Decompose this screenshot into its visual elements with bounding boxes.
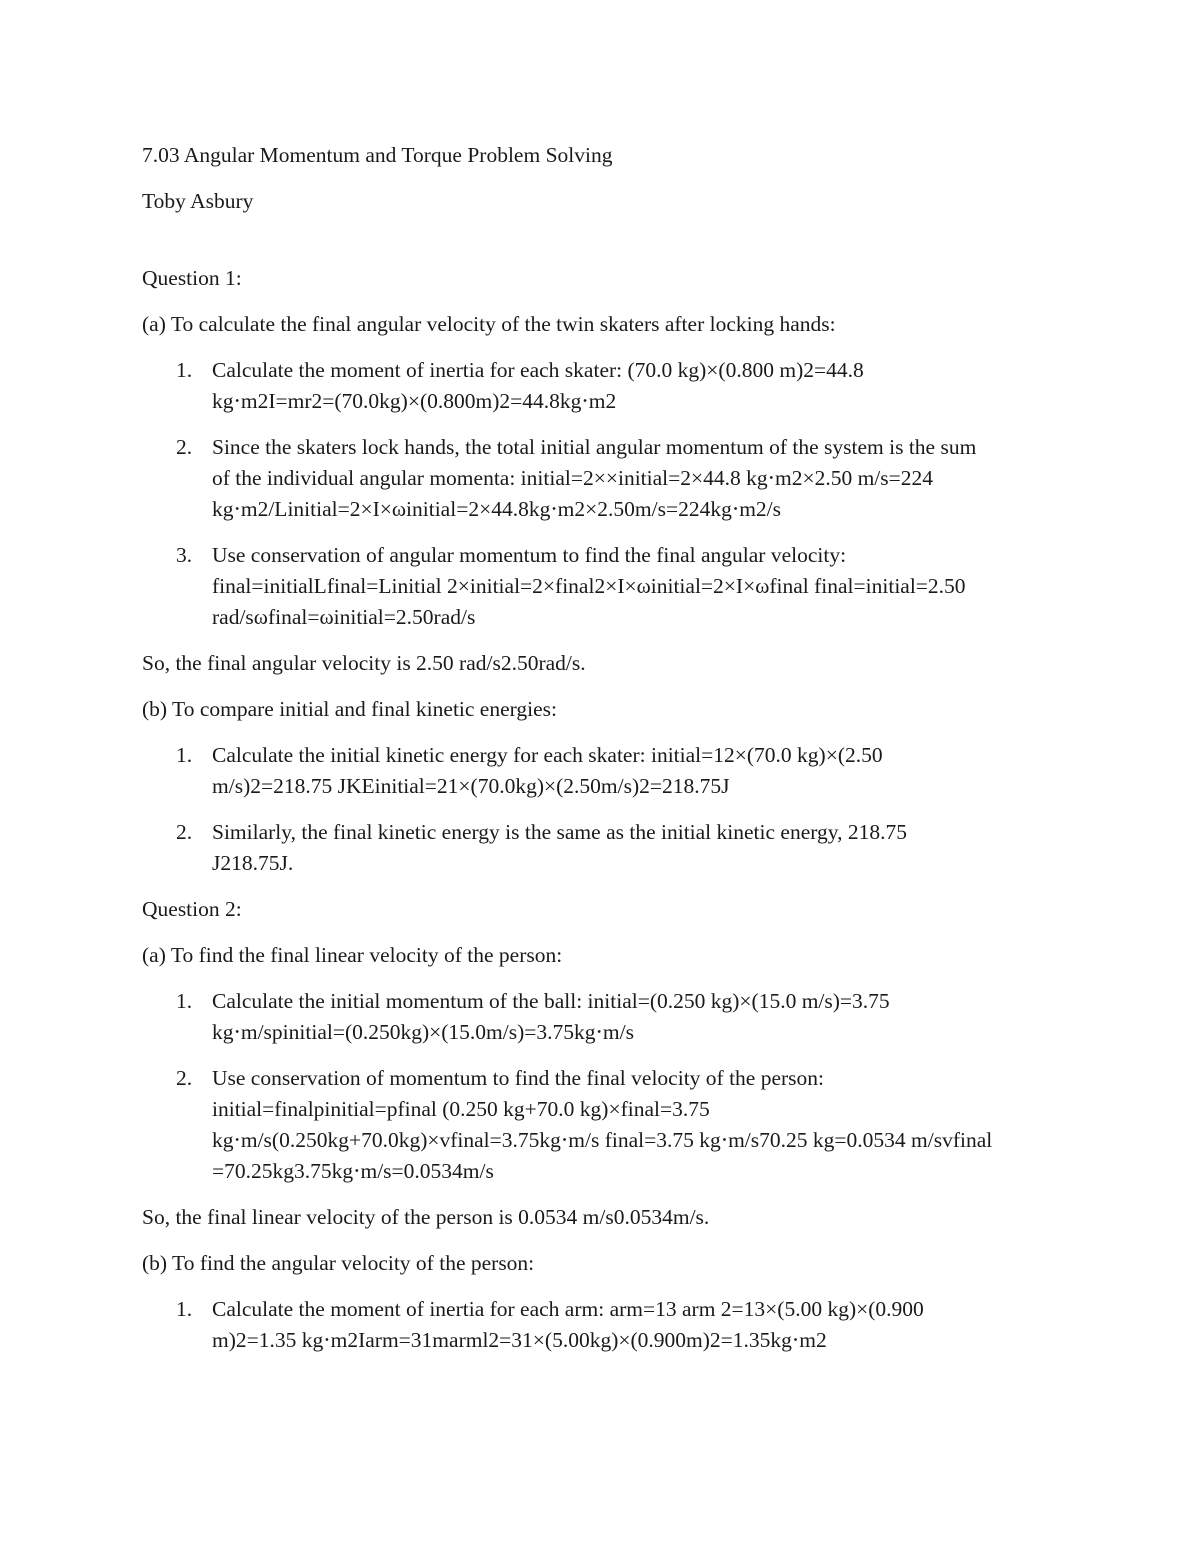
list-item-line: of the individual angular momenta: initial=2××initial=2×44.8 kg⋅m2×2.50 m/s=224	[212, 466, 934, 490]
list-item-number: 3.	[176, 543, 193, 567]
question-2a-conclusion: So, the final linear velocity of the person is 0.0534 m/s0.0534m/s.	[142, 1205, 710, 1229]
question-1b-intro: (b) To compare initial and final kinetic energies:	[142, 697, 558, 721]
document-page	[142, 140, 1062, 1371]
list-item-line: J218.75J.	[212, 851, 294, 875]
list-item	[142, 740, 1062, 802]
list-item	[142, 355, 1062, 417]
list-item-line: Use conservation of angular momentum to find the final angular velocity:	[212, 543, 847, 567]
list-item-line: =70.25kg3.75kg⋅m/s=0.0534m/s	[212, 1159, 494, 1183]
list-item-line: Use conservation of momentum to find the final velocity of the person:	[212, 1066, 825, 1090]
list-item	[142, 1294, 1062, 1356]
list-item	[142, 432, 1062, 525]
list-item-line: Calculate the moment of inertia for each arm: arm=13 arm 2=13×(5.00 kg)×(0.900	[212, 1297, 924, 1321]
question-1-heading: Question 1:	[142, 266, 242, 290]
list-item-line: m/s)2=218.75 JKEinitial=21×(70.0kg)×(2.50m/s)2=218.75J	[212, 774, 730, 798]
document-title: 7.03 Angular Momentum and Torque Problem Solving	[142, 143, 613, 167]
question-1a-steps	[142, 355, 1062, 633]
list-item-line: initial=finalpinitial=pfinal (0.250 kg+70.0 kg)×final=3.75	[212, 1097, 710, 1121]
list-item-number: 2.	[176, 435, 193, 459]
list-item-line: Similarly, the final kinetic energy is the same as the initial kinetic energy, 218.75	[212, 820, 907, 844]
list-item-number: 1.	[176, 989, 193, 1013]
list-item	[142, 1063, 1062, 1187]
list-item-line: kg⋅m2I=mr2=(70.0kg)×(0.800m)2=44.8kg⋅m2	[212, 389, 617, 413]
question-1a-intro: (a) To calculate the final angular velocity of the twin skaters after locking hands:	[142, 312, 836, 336]
list-item-number: 1.	[176, 358, 193, 382]
question-2b-steps	[142, 1294, 1062, 1356]
list-item-line: kg⋅m/spinitial=(0.250kg)×(15.0m/s)=3.75kg⋅m/s	[212, 1020, 634, 1044]
list-item-line: Calculate the initial kinetic energy for each skater: initial=12×(70.0 kg)×(2.50	[212, 743, 883, 767]
list-item-number: 1.	[176, 1297, 193, 1321]
question-2a-steps	[142, 986, 1062, 1187]
list-item-line: m)2=1.35 kg⋅m2Iarm=31marml2=31×(5.00kg)×(0.900m)2=1.35kg⋅m2	[212, 1328, 827, 1352]
list-item	[142, 817, 1062, 879]
list-item-line: Since the skaters lock hands, the total initial angular momentum of the system is the sum	[212, 435, 977, 459]
list-item-line: rad/sωfinal=ωinitial=2.50rad/s	[212, 605, 476, 629]
document-author: Toby Asbury	[142, 189, 254, 213]
list-item-number: 2.	[176, 820, 193, 844]
question-1a-conclusion: So, the final angular velocity is 2.50 rad/s2.50rad/s.	[142, 651, 586, 675]
list-item-number: 1.	[176, 743, 193, 767]
list-item	[142, 540, 1062, 633]
list-item	[142, 986, 1062, 1048]
question-1b-steps	[142, 740, 1062, 879]
question-2-heading: Question 2:	[142, 897, 242, 921]
question-2b-intro: (b) To find the angular velocity of the person:	[142, 1251, 535, 1275]
question-2a-intro: (a) To find the final linear velocity of the person:	[142, 943, 563, 967]
list-item-line: final=initialLfinal=Linitial 2×initial=2×final2×I×ωinitial=2×I×ωfinal final=initial=2.50	[212, 574, 966, 598]
list-item-line: kg⋅m2/Linitial=2×I×ωinitial=2×44.8kg⋅m2×2.50m/s=224kg⋅m2/s	[212, 497, 782, 521]
list-item-number: 2.	[176, 1066, 193, 1090]
list-item-line: kg⋅m/s(0.250kg+70.0kg)×vfinal=3.75kg⋅m/s final=3.75 kg⋅m/s70.25 kg=0.0534 m/svfinal	[212, 1128, 993, 1152]
list-item-line: Calculate the initial momentum of the ball: initial=(0.250 kg)×(15.0 m/s)=3.75	[212, 989, 890, 1013]
list-item-line: Calculate the moment of inertia for each skater: (70.0 kg)×(0.800 m)2=44.8	[212, 358, 864, 382]
